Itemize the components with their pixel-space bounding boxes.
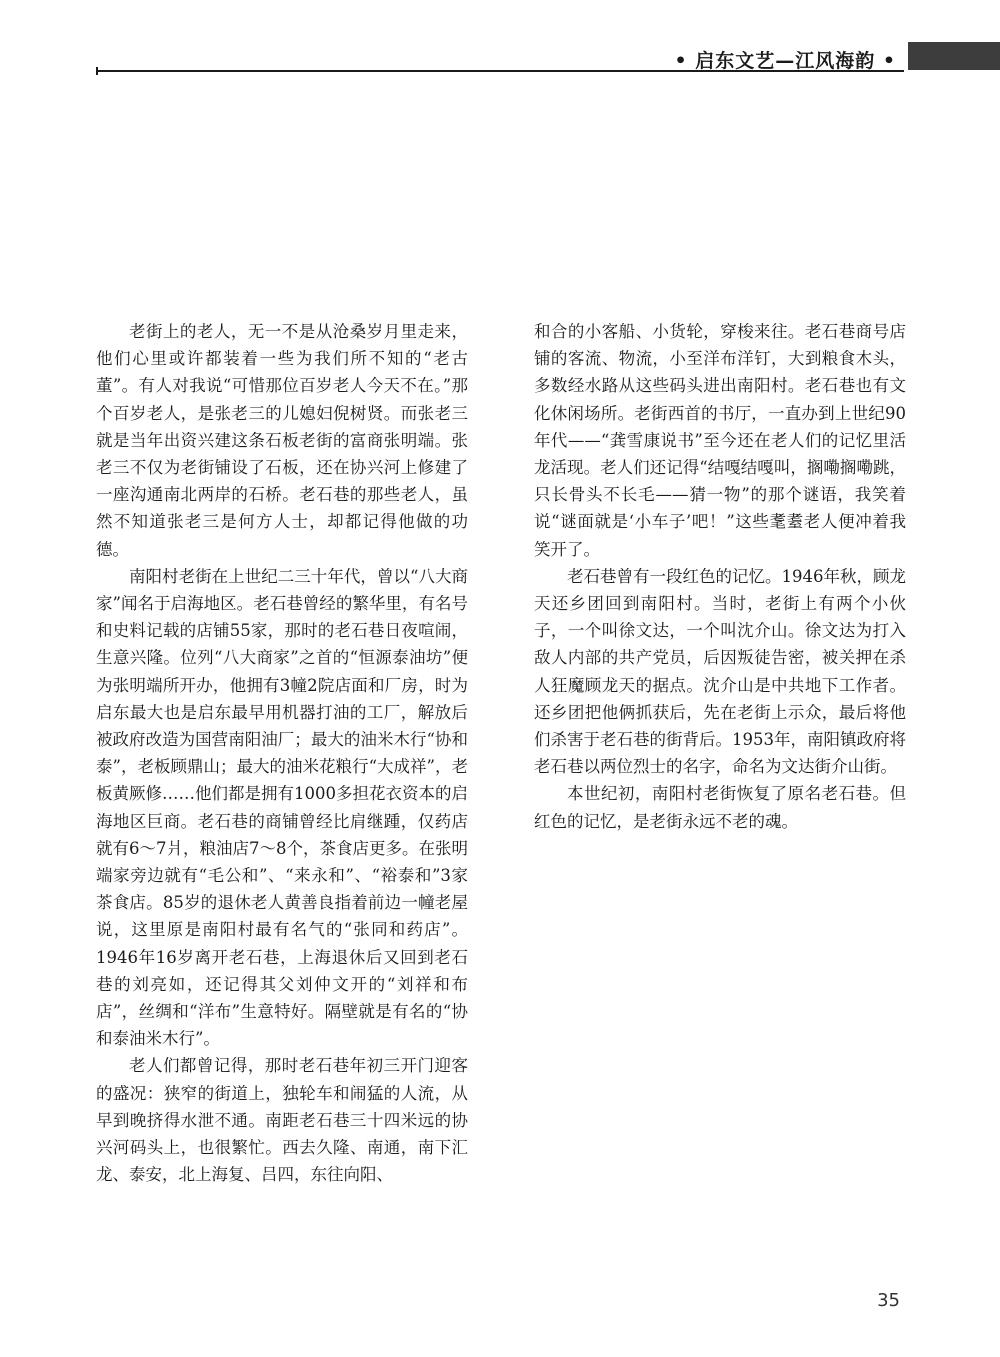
paragraph: 老石巷曾有一段红色的记忆。1946年秋，顾龙天还乡团回到南阳村。当时，老街上有两个小伙子，一个叫徐文达，一个叫沈介山。徐文达为打入敌人内部的共产党员，后因叛徒告密，被关押在杀人狂魔顾龙天的据点。沈介山是中共地下工作者。还乡团把他俩抓获后，先在老街上示众，最后将他们杀害于老石巷的街背后。1953年，南阳镇政府将老石巷以两位烈士的名字，命名为文达街介山街。 [534, 566, 906, 777]
page-number: 35 [877, 1290, 900, 1311]
running-header [96, 42, 1000, 72]
paragraph-continued: 和合的小客船、小货轮，穿梭来往。老石巷商号店铺的客流、物流，小至洋布洋钉，大到粮食木头，多数经水路从这些码头进出南阳村。老石巷也有文化休闲场所。老街西首的书厅，一直办到上世纪90年代——“龚雪康说书”至今还在老人们的记忆里活龙活现。老人们还记得“结嘎结嘎叫，搁嘞搁嘞跳，只长骨头不长毛——猜一物”的那个谜语，我笑着说“谜面就是‘小车子’吧！”这些耄耋老人便冲着我笑开了。 [534, 322, 906, 559]
left-column [96, 318, 468, 1189]
right-column [534, 318, 906, 835]
paragraph: 老人们都曾记得，那时老石巷年初三开门迎客的盛况：狭窄的街道上，独轮车和闹猛的人流，从早到晚挤得水泄不通。南距老石巷三十四米远的协兴河码头上，也很繁忙。西去久隆、南通，南下汇龙、泰安，北上海复、吕四，东往向阳、 [96, 1056, 468, 1185]
paragraph: 南阳村老街在上世纪二三十年代，曾以“八大商家”闻名于启海地区。老石巷曾经的繁华里，有名号和史料记载的店铺55家，那时的老石巷日夜喧闹，生意兴隆。位列“八大商家”之首的“恒源泰油坊”便为张明端所开办，他拥有3幢2院店面和厂房，时为启东最大也是启东最早用机器打油的工厂，解放后被政府改造为国营南阳油厂；最大的油米木行“协和泰”，老板顾鼎山；最大的油米花粮行“大成祥”，老板黄厥修……他们都是拥有1000多担花衣资本的启海地区巨商。老石巷的商铺曾经比肩继踵，仅药店就有6～7爿，粮油店7～8个，茶食店更多。在张明端家旁边就有“毛公和”、“来永和”、“裕泰和”3家茶食店。85岁的退休老人黄善良指着前边一幢老屋说，这里原是南阳村最有名气的“张同和药店”。1946年16岁离开老石巷，上海退休后又回到老石巷的刘亮如，还记得其父刘仲文开的“刘祥和布店”，丝绸和“洋布”生意特好。隔壁就是有名的“协和泰油米木行”。 [96, 566, 468, 1049]
header-dark-block [908, 42, 1000, 70]
paragraph: 本世纪初，南阳村老街恢复了原名老石巷。但红色的记忆，是老街永远不老的魂。 [534, 784, 906, 831]
header-rule-tick [96, 67, 98, 75]
paragraph: 老街上的老人，无一不是从沧桑岁月里走来，他们心里或许都装着一些为我们所不知的“老古董”。有人对我说“可惜那位百岁老人今天不在。”那个百岁老人，是张老三的儿媳妇倪树贤。而张老三就是当年出资兴建这条石板老街的富商张明端。张老三不仅为老街铺设了石板，还在协兴河上修建了一座沟通南北两岸的石桥。老石巷的那些老人，虽然不知道张老三是何方人士，却都记得他做的功德。 [96, 322, 468, 559]
section-label: • 启东文艺—江风海韵 • [674, 50, 896, 72]
